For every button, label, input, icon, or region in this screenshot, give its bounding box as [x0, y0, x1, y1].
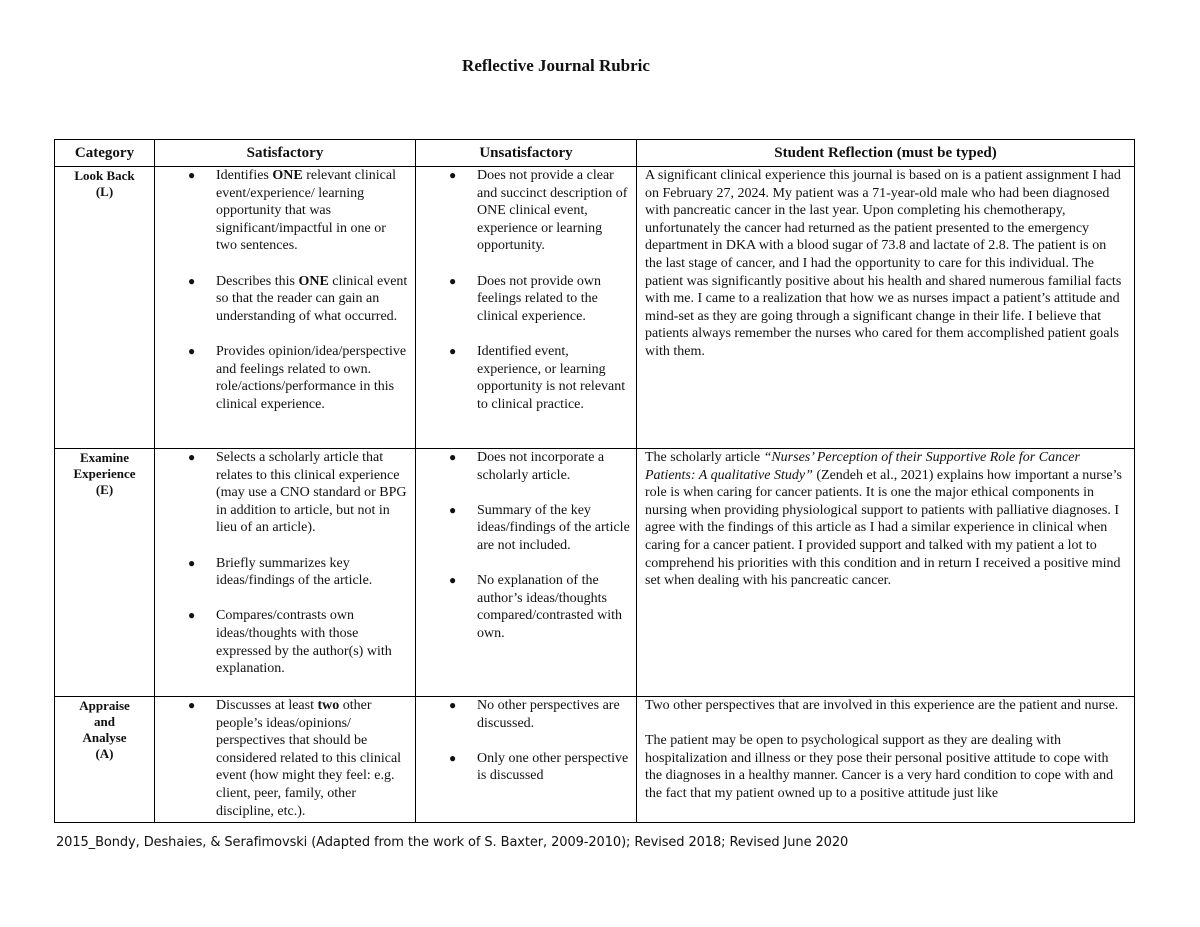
- criterion-item: ● Summary of the key ideas/findings of the article are not included.: [449, 502, 630, 553]
- bullet-icon: ●: [188, 608, 196, 623]
- category-cell: [55, 167, 155, 449]
- reflection-cell[interactable]: [637, 697, 1135, 823]
- unsatisfactory-cell: [416, 167, 637, 449]
- reflection-text: A significant clinical experience this journal is based on is a patient assignment I had on February 27, 2024. My patient was a 71-year-old male who had been diagnosed with pancreatic cancer in the last year. Upon completing his chemotherapy, unfortunately the cancer had returned as the patient presented to the emergency department in DKA with a blood sugar of 73.8 and lactate of 2.8. The patient is on the last stage of cancer, and I had the opportunity to care for this individual. The patient was significantly positive about his health and shared numerous familial facts with me. I came to a realization that how we as nurses impact a patient’s attitude and mind-set as they are going through a significant change in their life. I believe that patients always remember the nurses who cared for them accomplished patient goals with them.: [645, 168, 1122, 359]
- criterion-item: ● Compares/contrasts own ideas/thoughts with those expressed by the author(s) with explanation.: [188, 608, 392, 677]
- category-label: Experience: [73, 466, 136, 481]
- bullet-icon: ●: [449, 168, 457, 182]
- reflection-text: The scholarly article “Nurses’ Perception of their Supportive Role for Cancer Patients: A qualitative Study” (Zendeh et al., 2021) explains how important a nurse’s role is when caring for cancer patients. It is one the major ethical components in nursing when providing physiological support to patients with palliative diagnoses. I agree with the findings of this article as I had a similar experience in clinical when caring for a cancer patient. I provided support and talked with my patient a lot to comprehend his priorities with this condition and in return I received a positive mind set when dealing with his pancreatic cancer.: [645, 450, 1122, 589]
- bullet-icon: ●: [449, 698, 457, 712]
- article-title: “Nurses’ Perception of their Supportive Role for Cancer Patients: A qualitative Study”: [645, 450, 1080, 483]
- header-category: Category: [55, 140, 155, 167]
- category-cell: [55, 697, 155, 823]
- bullet-icon: ●: [449, 502, 457, 517]
- bullet-icon: ●: [449, 750, 457, 765]
- bullet-icon: ●: [188, 273, 196, 288]
- table-row-appraise-analyse: [55, 697, 1135, 823]
- bullet-icon: ●: [188, 343, 196, 358]
- satisfactory-cell: [155, 449, 416, 697]
- category-code: (L): [95, 184, 114, 199]
- bullet-icon: ●: [188, 450, 196, 464]
- bullet-icon: ●: [188, 698, 196, 712]
- unsatisfactory-cell: [416, 697, 637, 823]
- table-row-look-back: [55, 167, 1135, 449]
- reflection-text: Two other perspectives that are involved in this experience are the patient and nurse.: [645, 698, 1119, 713]
- category-code: (A): [95, 746, 114, 761]
- unsatisfactory-cell: [416, 449, 637, 697]
- criterion-item: ● Identifies ONE relevant clinical event/experience/ learning opportunity that was significant/impactful in one or two sentences.: [188, 168, 397, 254]
- category-cell: [55, 449, 155, 697]
- criterion-item: ● No other perspectives are discussed.: [449, 698, 620, 731]
- table-row-examine-experience: [55, 449, 1135, 697]
- document-title: Reflective Journal Rubric: [462, 56, 650, 75]
- bullet-icon: ●: [449, 450, 457, 464]
- satisfactory-cell: [155, 167, 416, 449]
- category-label: Look Back: [74, 168, 135, 183]
- category-label: Examine: [79, 450, 130, 465]
- category-label: and: [94, 714, 115, 729]
- criterion-item: ● Provides opinion/idea/perspective and feelings related to own. role/actions/performance in this clinical experience.: [188, 343, 407, 412]
- category-label: Appraise: [79, 698, 130, 713]
- header-row: [55, 140, 1135, 167]
- header-student-reflection: Student Reflection (must be typed): [637, 140, 1135, 167]
- criterion-item: ● Does not provide a clear and succinct description of ONE clinical event, experience or learning opportunity.: [449, 168, 628, 254]
- criterion-item: ● Identified event, experience, or learning opportunity is not relevant to clinical practice.: [449, 343, 626, 412]
- criterion-item: ● Does not incorporate a scholarly article.: [449, 450, 605, 483]
- footer-citation: 2015_Bondy, Deshaies, & Serafimovski (Adapted from the work of S. Baxter, 2009-2010); Revised 2018; Revised June 2020: [56, 835, 849, 850]
- criterion-item: ● Selects a scholarly article that relates to this clinical experience (may use a CNO standard or BPG in addition to article, but not in lieu of an article).: [188, 450, 407, 536]
- bullet-icon: ●: [449, 343, 457, 358]
- criterion-item: ● Describes this ONE clinical event so that the reader can gain an understanding of what occurred.: [188, 273, 408, 324]
- satisfactory-cell: [155, 697, 416, 823]
- bullet-icon: ●: [188, 168, 196, 182]
- reflection-cell[interactable]: [637, 167, 1135, 449]
- reflection-cell[interactable]: [637, 449, 1135, 697]
- reflection-text: The patient may be open to psychological support as they are dealing with hospitalization and illness or they pose their personal positive attitude to cope with the diagnoses in a healthy manner. Cancer is a very hard condition to cope with and the fact that my patient owned up to a positive attitude just like: [645, 733, 1114, 801]
- header-unsatisfactory: Unsatisfactory: [416, 140, 637, 167]
- criterion-item: ● No explanation of the author’s ideas/thoughts compared/contrasted with own.: [449, 573, 623, 641]
- bullet-icon: ●: [449, 273, 457, 288]
- bullet-icon: ●: [188, 555, 196, 570]
- criterion-item: ● Briefly summarizes key ideas/findings of the article.: [188, 555, 373, 589]
- criterion-item: ● Discusses at least two other people’s ideas/opinions/ perspectives that should be considered related to this clinical event (how might they feel: e.g. client, peer, family, other discipline, etc.).: [188, 698, 402, 819]
- bullet-icon: ●: [449, 573, 457, 588]
- criterion-item: ● Only one other perspective is discussed: [449, 750, 629, 784]
- category-code: (E): [95, 482, 114, 497]
- category-label: Analyse: [82, 730, 127, 745]
- header-satisfactory: Satisfactory: [155, 140, 416, 167]
- rubric-table: [54, 139, 1135, 823]
- criterion-item: ● Does not provide own feelings related to the clinical experience.: [449, 273, 602, 324]
